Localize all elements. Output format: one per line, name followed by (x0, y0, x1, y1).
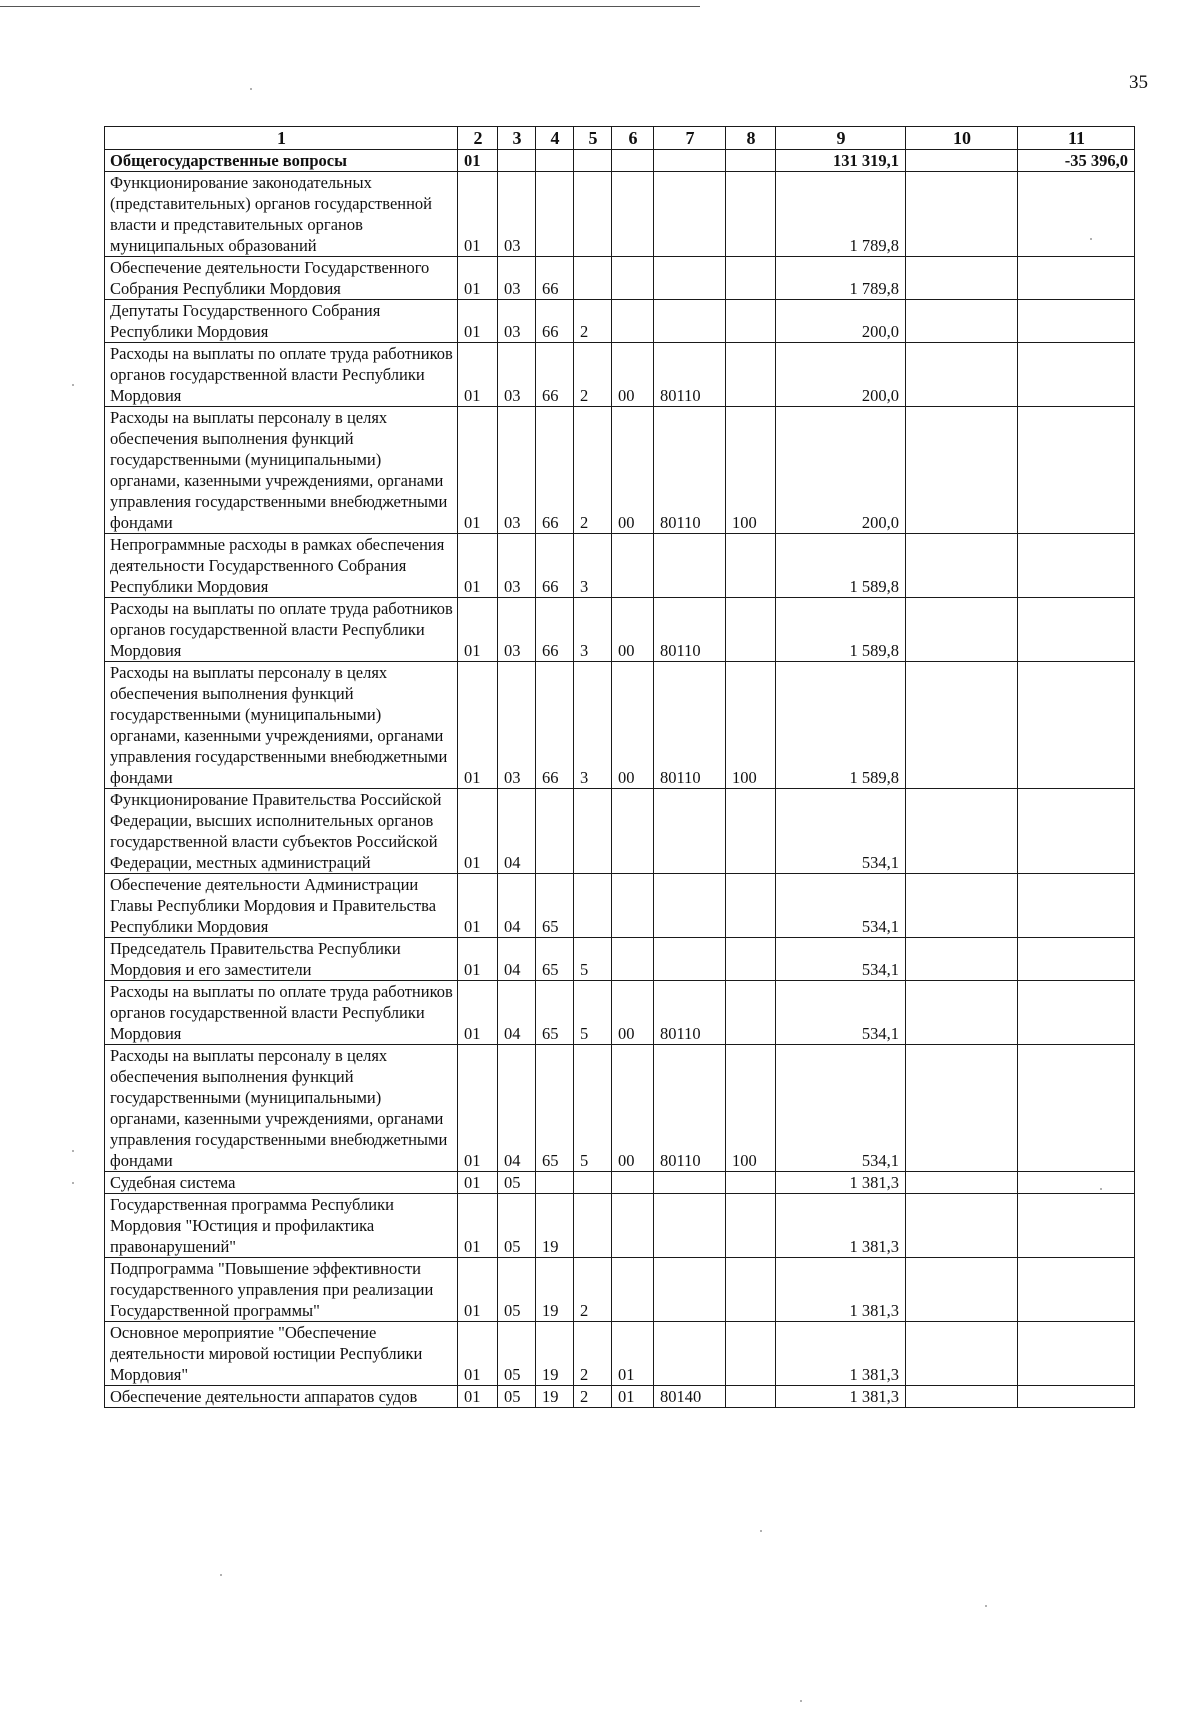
cell-change: -35 396,0 (1018, 150, 1135, 172)
cell-section: 01 (458, 789, 498, 874)
cell-main-activity: 01 (612, 1386, 654, 1408)
cell-expense-direction (654, 874, 726, 938)
scan-speck (985, 1605, 987, 1607)
cell-main-activity: 00 (612, 598, 654, 662)
cell-main-activity: 00 (612, 407, 654, 534)
cell-name: Расходы на выплаты по оплате труда работников органов государственной власти Республики Мордовия (105, 981, 458, 1045)
cell-change (1018, 981, 1135, 1045)
cell-main-activity (612, 789, 654, 874)
cell-subsection: 04 (498, 874, 536, 938)
cell-program: 65 (536, 938, 574, 981)
table-row (105, 789, 1135, 874)
table-row (105, 150, 1135, 172)
cell-subprogram (574, 257, 612, 300)
cell-col10 (906, 1386, 1018, 1408)
cell-program: 66 (536, 598, 574, 662)
cell-section: 01 (458, 150, 498, 172)
cell-subprogram: 2 (574, 407, 612, 534)
cell-expense-type (726, 938, 776, 981)
cell-subsection: 03 (498, 172, 536, 257)
cell-subsection: 03 (498, 407, 536, 534)
cell-amount: 1 381,3 (776, 1386, 906, 1408)
cell-change (1018, 172, 1135, 257)
cell-subsection: 03 (498, 598, 536, 662)
header-col-7: 7 (654, 127, 726, 150)
cell-amount: 1 381,3 (776, 1258, 906, 1322)
cell-name: Расходы на выплаты персоналу в целях обеспечения выполнения функций государственными (муниципальными) органами, казенными учреждениями, органами управления государственными внебюджетными фондами (105, 1045, 458, 1172)
cell-name: Функционирование Правительства Российской Федерации, высших исполнительных органов государственной власти субъектов Российской Федерации, местных администраций (105, 789, 458, 874)
table-row (105, 1322, 1135, 1386)
cell-expense-type (726, 150, 776, 172)
cell-change (1018, 1045, 1135, 1172)
table-row (105, 300, 1135, 343)
cell-expense-direction: 80110 (654, 1045, 726, 1172)
page-number: 35 (1129, 72, 1148, 93)
cell-col10 (906, 257, 1018, 300)
cell-name: Депутаты Государственного Собрания Республики Мордовия (105, 300, 458, 343)
cell-col10 (906, 1258, 1018, 1322)
cell-main-activity (612, 938, 654, 981)
cell-change (1018, 534, 1135, 598)
cell-subsection: 04 (498, 981, 536, 1045)
cell-col10 (906, 789, 1018, 874)
scan-speck (220, 1574, 222, 1576)
cell-program: 65 (536, 1045, 574, 1172)
cell-amount: 200,0 (776, 343, 906, 407)
cell-program (536, 1172, 574, 1194)
header-col-5: 5 (574, 127, 612, 150)
cell-expense-type (726, 1172, 776, 1194)
cell-section: 01 (458, 407, 498, 534)
cell-program: 66 (536, 257, 574, 300)
cell-name: Функционирование законодательных (представительных) органов государственной власти и представительных органов муниципальных образований (105, 172, 458, 257)
cell-expense-direction (654, 257, 726, 300)
cell-program: 66 (536, 343, 574, 407)
cell-expense-direction (654, 938, 726, 981)
cell-col10 (906, 662, 1018, 789)
cell-subprogram: 2 (574, 343, 612, 407)
cell-section: 01 (458, 981, 498, 1045)
cell-section: 01 (458, 938, 498, 981)
cell-section: 01 (458, 1172, 498, 1194)
cell-change (1018, 1322, 1135, 1386)
table-row (105, 1045, 1135, 1172)
scan-speck (72, 1182, 74, 1184)
cell-change (1018, 300, 1135, 343)
cell-name: Обеспечение деятельности Администрации Главы Республики Мордовия и Правительства Республики Мордовия (105, 874, 458, 938)
cell-subsection: 03 (498, 534, 536, 598)
cell-amount: 1 589,8 (776, 662, 906, 789)
cell-expense-direction (654, 1322, 726, 1386)
scan-speck (72, 384, 74, 386)
cell-subprogram: 3 (574, 534, 612, 598)
cell-main-activity (612, 1258, 654, 1322)
cell-subprogram (574, 1172, 612, 1194)
cell-change (1018, 1386, 1135, 1408)
cell-subsection: 05 (498, 1194, 536, 1258)
cell-main-activity (612, 300, 654, 343)
cell-change (1018, 407, 1135, 534)
cell-name: Обеспечение деятельности Государственного Собрания Республики Мордовия (105, 257, 458, 300)
cell-program (536, 789, 574, 874)
cell-subprogram: 2 (574, 1386, 612, 1408)
cell-expense-type: 100 (726, 407, 776, 534)
cell-change (1018, 343, 1135, 407)
cell-subprogram (574, 789, 612, 874)
cell-main-activity (612, 1194, 654, 1258)
cell-subsection: 05 (498, 1386, 536, 1408)
cell-expense-direction: 80110 (654, 598, 726, 662)
cell-amount: 1 381,3 (776, 1322, 906, 1386)
cell-col10 (906, 938, 1018, 981)
cell-section: 01 (458, 1322, 498, 1386)
cell-subprogram: 2 (574, 1322, 612, 1386)
cell-main-activity: 00 (612, 1045, 654, 1172)
table-row (105, 343, 1135, 407)
cell-section: 01 (458, 598, 498, 662)
cell-subprogram (574, 1194, 612, 1258)
cell-amount: 534,1 (776, 874, 906, 938)
cell-name: Судебная система (105, 1172, 458, 1194)
cell-amount: 534,1 (776, 789, 906, 874)
cell-col10 (906, 981, 1018, 1045)
cell-subsection: 03 (498, 257, 536, 300)
cell-col10 (906, 1322, 1018, 1386)
header-col-3: 3 (498, 127, 536, 150)
cell-program: 66 (536, 300, 574, 343)
cell-subprogram: 5 (574, 1045, 612, 1172)
cell-subsection: 04 (498, 1045, 536, 1172)
cell-section: 01 (458, 1194, 498, 1258)
cell-expense-type (726, 172, 776, 257)
budget-table (104, 126, 1135, 1408)
cell-expense-type: 100 (726, 1045, 776, 1172)
cell-main-activity (612, 150, 654, 172)
cell-program: 66 (536, 407, 574, 534)
table-row (105, 1386, 1135, 1408)
table-row (105, 874, 1135, 938)
cell-subprogram: 3 (574, 662, 612, 789)
cell-subsection: 04 (498, 938, 536, 981)
cell-change (1018, 257, 1135, 300)
cell-program: 19 (536, 1258, 574, 1322)
cell-expense-type (726, 257, 776, 300)
cell-subprogram: 2 (574, 300, 612, 343)
cell-main-activity (612, 534, 654, 598)
cell-col10 (906, 300, 1018, 343)
cell-expense-direction (654, 172, 726, 257)
cell-expense-type (726, 534, 776, 598)
cell-expense-direction: 80110 (654, 407, 726, 534)
cell-expense-type (726, 981, 776, 1045)
cell-name: Непрограммные расходы в рамках обеспечения деятельности Государственного Собрания Республики Мордовия (105, 534, 458, 598)
header-col-2: 2 (458, 127, 498, 150)
cell-name: Председатель Правительства Республики Мордовия и его заместители (105, 938, 458, 981)
cell-subprogram: 5 (574, 938, 612, 981)
cell-change (1018, 662, 1135, 789)
cell-change (1018, 1194, 1135, 1258)
cell-section: 01 (458, 662, 498, 789)
cell-main-activity: 01 (612, 1322, 654, 1386)
cell-name: Расходы на выплаты по оплате труда работников органов государственной власти Республики Мордовия (105, 343, 458, 407)
cell-expense-direction: 80140 (654, 1386, 726, 1408)
scan-speck (1100, 1188, 1102, 1190)
top-border-line (0, 6, 700, 7)
cell-main-activity (612, 1172, 654, 1194)
cell-expense-type (726, 1386, 776, 1408)
cell-amount: 534,1 (776, 981, 906, 1045)
cell-subprogram (574, 172, 612, 257)
cell-subprogram (574, 150, 612, 172)
cell-name: Основное мероприятие "Обеспечение деятельности мировой юстиции Республики Мордовия" (105, 1322, 458, 1386)
cell-col10 (906, 1172, 1018, 1194)
cell-amount: 1 589,8 (776, 598, 906, 662)
table-row (105, 1172, 1135, 1194)
cell-amount: 1 381,3 (776, 1194, 906, 1258)
table-row (105, 534, 1135, 598)
cell-col10 (906, 1045, 1018, 1172)
cell-name: Расходы на выплаты по оплате труда работников органов государственной власти Республики Мордовия (105, 598, 458, 662)
cell-section: 01 (458, 1258, 498, 1322)
table-row (105, 662, 1135, 789)
scan-speck (760, 1530, 762, 1532)
cell-name: Обеспечение деятельности аппаратов судов (105, 1386, 458, 1408)
cell-amount: 1 789,8 (776, 172, 906, 257)
header-col-11: 11 (1018, 127, 1135, 150)
cell-main-activity (612, 172, 654, 257)
cell-subprogram: 2 (574, 1258, 612, 1322)
cell-subsection: 03 (498, 300, 536, 343)
scan-speck (250, 88, 252, 90)
header-col-10: 10 (906, 127, 1018, 150)
cell-expense-type: 100 (726, 662, 776, 789)
cell-program: 66 (536, 662, 574, 789)
cell-program: 65 (536, 981, 574, 1045)
cell-section: 01 (458, 300, 498, 343)
cell-subsection (498, 150, 536, 172)
cell-section: 01 (458, 874, 498, 938)
cell-name: Расходы на выплаты персоналу в целях обеспечения выполнения функций государственными (муниципальными) органами, казенными учреждениями, органами управления государственными внебюджетными фондами (105, 407, 458, 534)
cell-main-activity: 00 (612, 981, 654, 1045)
cell-change (1018, 1258, 1135, 1322)
table-row (105, 981, 1135, 1045)
cell-expense-direction: 80110 (654, 662, 726, 789)
cell-expense-type (726, 300, 776, 343)
cell-col10 (906, 598, 1018, 662)
cell-amount: 131 319,1 (776, 150, 906, 172)
cell-main-activity: 00 (612, 343, 654, 407)
cell-program: 19 (536, 1194, 574, 1258)
cell-amount: 1 589,8 (776, 534, 906, 598)
cell-col10 (906, 150, 1018, 172)
scan-speck (1090, 238, 1092, 240)
cell-amount: 200,0 (776, 300, 906, 343)
header-col-4: 4 (536, 127, 574, 150)
cell-section: 01 (458, 1386, 498, 1408)
cell-expense-direction (654, 1258, 726, 1322)
cell-subsection: 03 (498, 662, 536, 789)
table-row (105, 172, 1135, 257)
table-row (105, 1258, 1135, 1322)
cell-change (1018, 874, 1135, 938)
cell-col10 (906, 1194, 1018, 1258)
cell-program (536, 150, 574, 172)
cell-section: 01 (458, 1045, 498, 1172)
cell-change (1018, 789, 1135, 874)
cell-subprogram: 3 (574, 598, 612, 662)
cell-expense-type (726, 598, 776, 662)
cell-subsection: 03 (498, 343, 536, 407)
cell-expense-direction (654, 1194, 726, 1258)
cell-expense-direction: 80110 (654, 343, 726, 407)
cell-section: 01 (458, 172, 498, 257)
cell-col10 (906, 407, 1018, 534)
table-row (105, 407, 1135, 534)
cell-program: 65 (536, 874, 574, 938)
cell-expense-type (726, 874, 776, 938)
cell-expense-direction (654, 534, 726, 598)
cell-program (536, 172, 574, 257)
cell-section: 01 (458, 257, 498, 300)
cell-name: Государственная программа Республики Мордовия "Юстиция и профилактика правонарушений" (105, 1194, 458, 1258)
cell-expense-type (726, 1194, 776, 1258)
header-col-6: 6 (612, 127, 654, 150)
cell-subsection: 05 (498, 1172, 536, 1194)
cell-amount: 534,1 (776, 1045, 906, 1172)
table-row (105, 598, 1135, 662)
cell-subsection: 05 (498, 1258, 536, 1322)
cell-section: 01 (458, 534, 498, 598)
cell-name: Расходы на выплаты персоналу в целях обеспечения выполнения функций государственными (муниципальными) органами, казенными учреждениями, органами управления государственными внебюджетными фондами (105, 662, 458, 789)
cell-subsection: 04 (498, 789, 536, 874)
scan-speck (800, 1700, 802, 1702)
cell-change (1018, 1172, 1135, 1194)
cell-expense-type (726, 343, 776, 407)
cell-main-activity: 00 (612, 662, 654, 789)
cell-expense-direction (654, 300, 726, 343)
cell-section: 01 (458, 343, 498, 407)
cell-amount: 534,1 (776, 938, 906, 981)
cell-expense-type (726, 789, 776, 874)
table-row (105, 938, 1135, 981)
cell-expense-type (726, 1322, 776, 1386)
header-col-8: 8 (726, 127, 776, 150)
cell-expense-direction (654, 1172, 726, 1194)
cell-change (1018, 938, 1135, 981)
cell-col10 (906, 534, 1018, 598)
cell-col10 (906, 874, 1018, 938)
cell-subprogram: 5 (574, 981, 612, 1045)
header-col-9: 9 (776, 127, 906, 150)
cell-amount: 200,0 (776, 407, 906, 534)
cell-expense-type (726, 1258, 776, 1322)
table-body (105, 150, 1135, 1408)
cell-name: Общегосударственные вопросы (105, 150, 458, 172)
cell-expense-direction (654, 789, 726, 874)
cell-expense-direction (654, 150, 726, 172)
table-row (105, 1194, 1135, 1258)
cell-subsection: 05 (498, 1322, 536, 1386)
cell-main-activity (612, 874, 654, 938)
cell-col10 (906, 343, 1018, 407)
cell-amount: 1 789,8 (776, 257, 906, 300)
cell-program: 66 (536, 534, 574, 598)
header-col-1: 1 (105, 127, 458, 150)
cell-main-activity (612, 257, 654, 300)
cell-expense-direction: 80110 (654, 981, 726, 1045)
table-row (105, 257, 1135, 300)
cell-col10 (906, 172, 1018, 257)
scan-speck (72, 1150, 74, 1152)
cell-program: 19 (536, 1386, 574, 1408)
cell-program: 19 (536, 1322, 574, 1386)
cell-amount: 1 381,3 (776, 1172, 906, 1194)
cell-name: Подпрограмма "Повышение эффективности государственного управления при реализации Государственной программы" (105, 1258, 458, 1322)
cell-change (1018, 598, 1135, 662)
cell-subprogram (574, 874, 612, 938)
header-row (105, 127, 1135, 150)
